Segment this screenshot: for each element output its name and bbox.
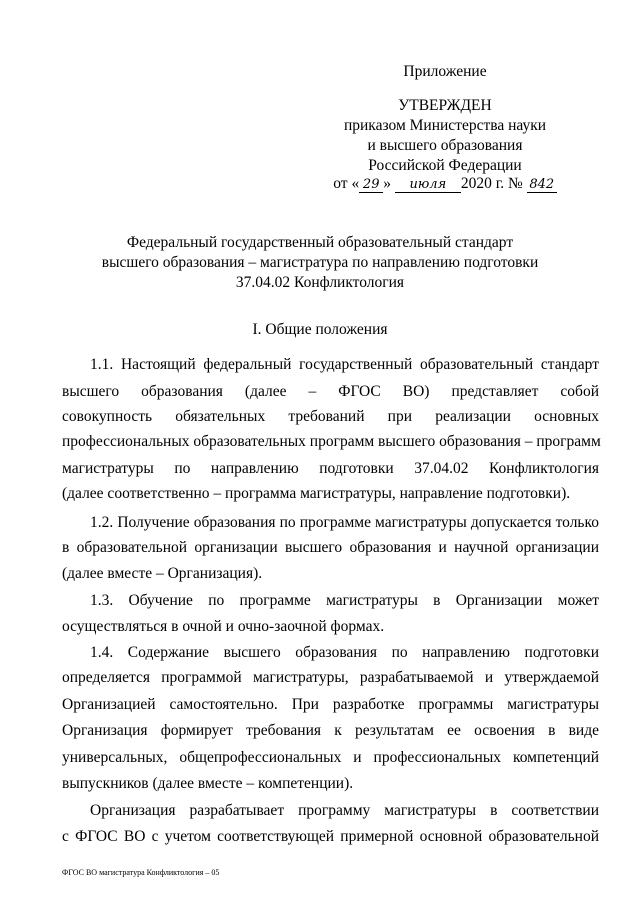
paragraph-line: в образовательной организации высшего образования и научной организации <box>62 539 599 556</box>
paragraph-line: Организация разрабатывает программу магистратуры в соответствии <box>90 802 599 819</box>
paragraph-line: (далее вместе – Организация). <box>62 565 263 582</box>
paragraph-line: определяется программой магистратуры, разрабатываемой и утверждаемой <box>62 669 599 686</box>
page-footer: ФГОС ВО магистратура Конфликтология – 05 <box>62 868 220 877</box>
section-heading: I. Общие положения <box>252 321 388 338</box>
paragraph-line: 1.4. Содержание высшего образования по направлению подготовки <box>90 644 599 661</box>
approval-line-2: и высшего образования <box>367 137 523 154</box>
approval-date-line <box>300 174 590 194</box>
approval-line-1: приказом Министерства науки <box>343 117 547 134</box>
paragraph-line: 1.1. Настоящий федеральный государственный образовательный стандарт <box>90 356 599 373</box>
title-line-3: 37.04.02 Конфликтология <box>235 274 405 291</box>
date-month: июля <box>395 178 461 193</box>
paragraph-line: Организация формирует требования к результатам ее освоения в виде <box>62 722 599 739</box>
paragraph-line: с ФГОС ВО с учетом соответствующей примерной основной образовательной <box>62 828 599 845</box>
date-prefix: от « <box>333 175 360 192</box>
paragraph-line: Организацией самостоятельно. При разработке программы магистратуры <box>62 696 599 713</box>
paragraph-line: (далее соответственно – программа магистратуры, направление подготовки). <box>62 485 571 502</box>
paragraph-line: универсальных, общепрофессиональных и профессиональных компетенций <box>62 749 599 766</box>
paragraph-line: профессиональных образовательных программ высшего образования – программ <box>62 433 601 450</box>
approval-line-3: Российской Федерации <box>368 157 522 174</box>
paragraph-line: 1.3. Обучение по программе магистратуры в Организации может <box>90 592 599 609</box>
approval-heading: УТВЕРЖДЕН <box>398 97 492 114</box>
date-year: 2020 г. № <box>460 175 523 192</box>
appendix-label: Приложение <box>403 63 487 80</box>
date-mid: » <box>383 175 391 192</box>
title-line-2: высшего образования – магистратура по направлению подготовки <box>101 254 539 271</box>
date-day: 29 <box>359 178 383 193</box>
paragraph-line: выпускников (далее вместе – компетенции). <box>62 775 354 792</box>
title-line-1: Федеральный государственный образовательный стандарт <box>126 234 514 251</box>
paragraph-line: 1.2. Получение образования по программе магистратуры допускается только <box>90 514 599 531</box>
order-number: 842 <box>527 178 557 193</box>
paragraph-line: высшего образования (далее – ФГОС ВО) представляет собой <box>62 383 599 400</box>
paragraph-line: осуществляться в очной и очно-заочной формах. <box>62 618 385 635</box>
paragraph-line: совокупность обязательных требований при реализации основных <box>62 408 599 425</box>
paragraph-line: магистратуры по направлению подготовки 37.04.02 Конфликтология <box>62 460 599 477</box>
